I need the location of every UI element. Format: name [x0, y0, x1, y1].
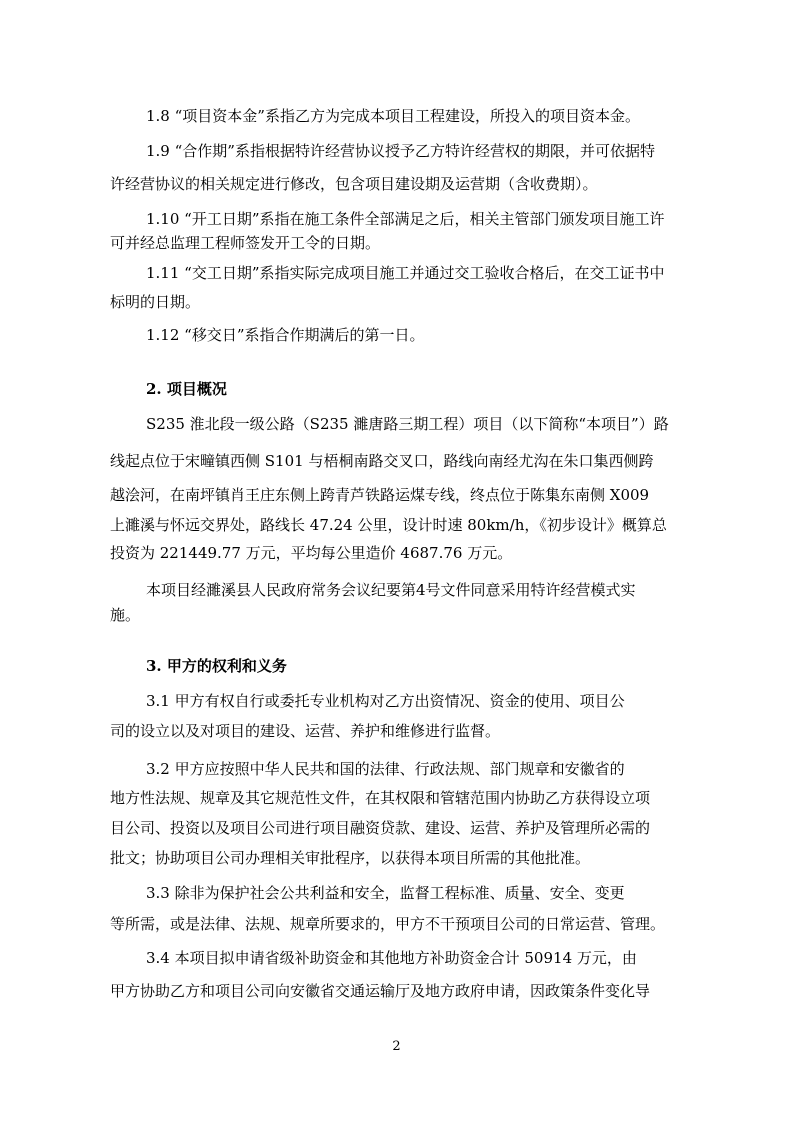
paragraph-3-1-line-2: 司的设立以及对项目的建设、运营、养护和维修进行监督。: [110, 722, 501, 740]
paragraph-2a-line-4: 上濉溪与怀远交界处，路线长 47.24 公里，设计时速 80km/h，《初步设计》概算总: [110, 516, 667, 534]
paragraph-1-8-line-1: 1.8 “项目资本金”系指乙方为完成本项目工程建设，所投入的项目资本金。: [146, 107, 640, 125]
paragraph-3-1-line-1: 3.1 甲方有权自行或委托专业机构对乙方出资情况、资金的使用、项目公: [146, 692, 625, 710]
paragraph-2b-line-2: 施。: [110, 606, 141, 624]
section-3-heading: 3. 甲方的权利和义务: [146, 657, 287, 675]
paragraph-1-10-line-1: 1.10 “开工日期”系指在施工条件全部满足之后，相关主管部门颁发项目施工许: [146, 210, 665, 228]
paragraph-3-2-line-2: 地方性法规、规章及其它规范性文件，在其权限和管辖范围内协助乙方获得设立项: [110, 789, 651, 807]
paragraph-1-11-line-2: 标明的日期。: [110, 293, 201, 311]
page-number: 2: [392, 1039, 401, 1054]
paragraph-3-4-line-1: 3.4 本项目拟申请省级补助资金和其他地方补助资金合计 50914 万元，由: [146, 949, 637, 967]
paragraph-3-3-line-1: 3.3 除非为保护社会公共利益和安全，监督工程标准、质量、安全、变更: [146, 884, 625, 902]
paragraph-3-3-line-2: 等所需，或是法律、法规、规章所要求的，甲方不干预项目公司的日常运营、管理。: [110, 915, 666, 933]
section-2-heading: 2. 项目概况: [146, 380, 227, 398]
paragraph-3-2-line-4: 批文；协助项目公司办理相关审批程序，以获得本项目所需的其他批准。: [110, 849, 591, 867]
paragraph-3-4-line-2: 甲方协助乙方和项目公司向安徽省交通运输厅及地方政府申请，因政策条件变化导: [110, 982, 651, 1000]
paragraph-1-12-line-1: 1.12 “移交日”系指合作期满后的第一日。: [146, 326, 425, 344]
paragraph-3-2-line-1: 3.2 甲方应按照中华人民共和国的法律、行政法规、部门规章和安徽省的: [146, 760, 625, 778]
paragraph-2b-line-1: 本项目经濉溪县人民政府常务会议纪要第4号文件同意采用特许经营模式实: [146, 581, 636, 599]
paragraph-2a-line-2: 线起点位于宋疃镇西侧 S101 与梧桐南路交叉口，路线向南经尤沟在朱口集西侧跨: [110, 452, 654, 470]
paragraph-3-2-line-3: 目公司、投资以及项目公司进行项目融资贷款、建设、运营、养护及管理所必需的: [110, 819, 651, 837]
paragraph-2a-line-5: 投资为 221449.77 万元，平均每公里造价 4687.76 万元。: [110, 544, 513, 562]
paragraph-1-10-line-2: 可并经总监理工程师签发开工令的日期。: [110, 234, 381, 252]
paragraph-1-9-line-1: 1.9 “合作期”系指根据特许经营协议授予乙方特许经营权的期限，并可依据特: [146, 142, 655, 160]
paragraph-2a-line-3: 越浍河，在南坪镇肖王庄东侧上跨青芦铁路运煤专线，终点位于陈集东南侧 X009: [110, 486, 650, 504]
paragraph-1-11-line-1: 1.11 “交工日期”系指实际完成项目施工并通过交工验收合格后，在交工证书中: [146, 264, 665, 282]
paragraph-1-9-line-2: 许经营协议的相关规定进行修改，包含项目建设期及运营期（含收费期）。: [110, 175, 598, 193]
paragraph-2a-line-1: S235 淮北段一级公路（S235 濉唐路三期工程）项目（以下简称“本项目”）路: [146, 415, 669, 433]
